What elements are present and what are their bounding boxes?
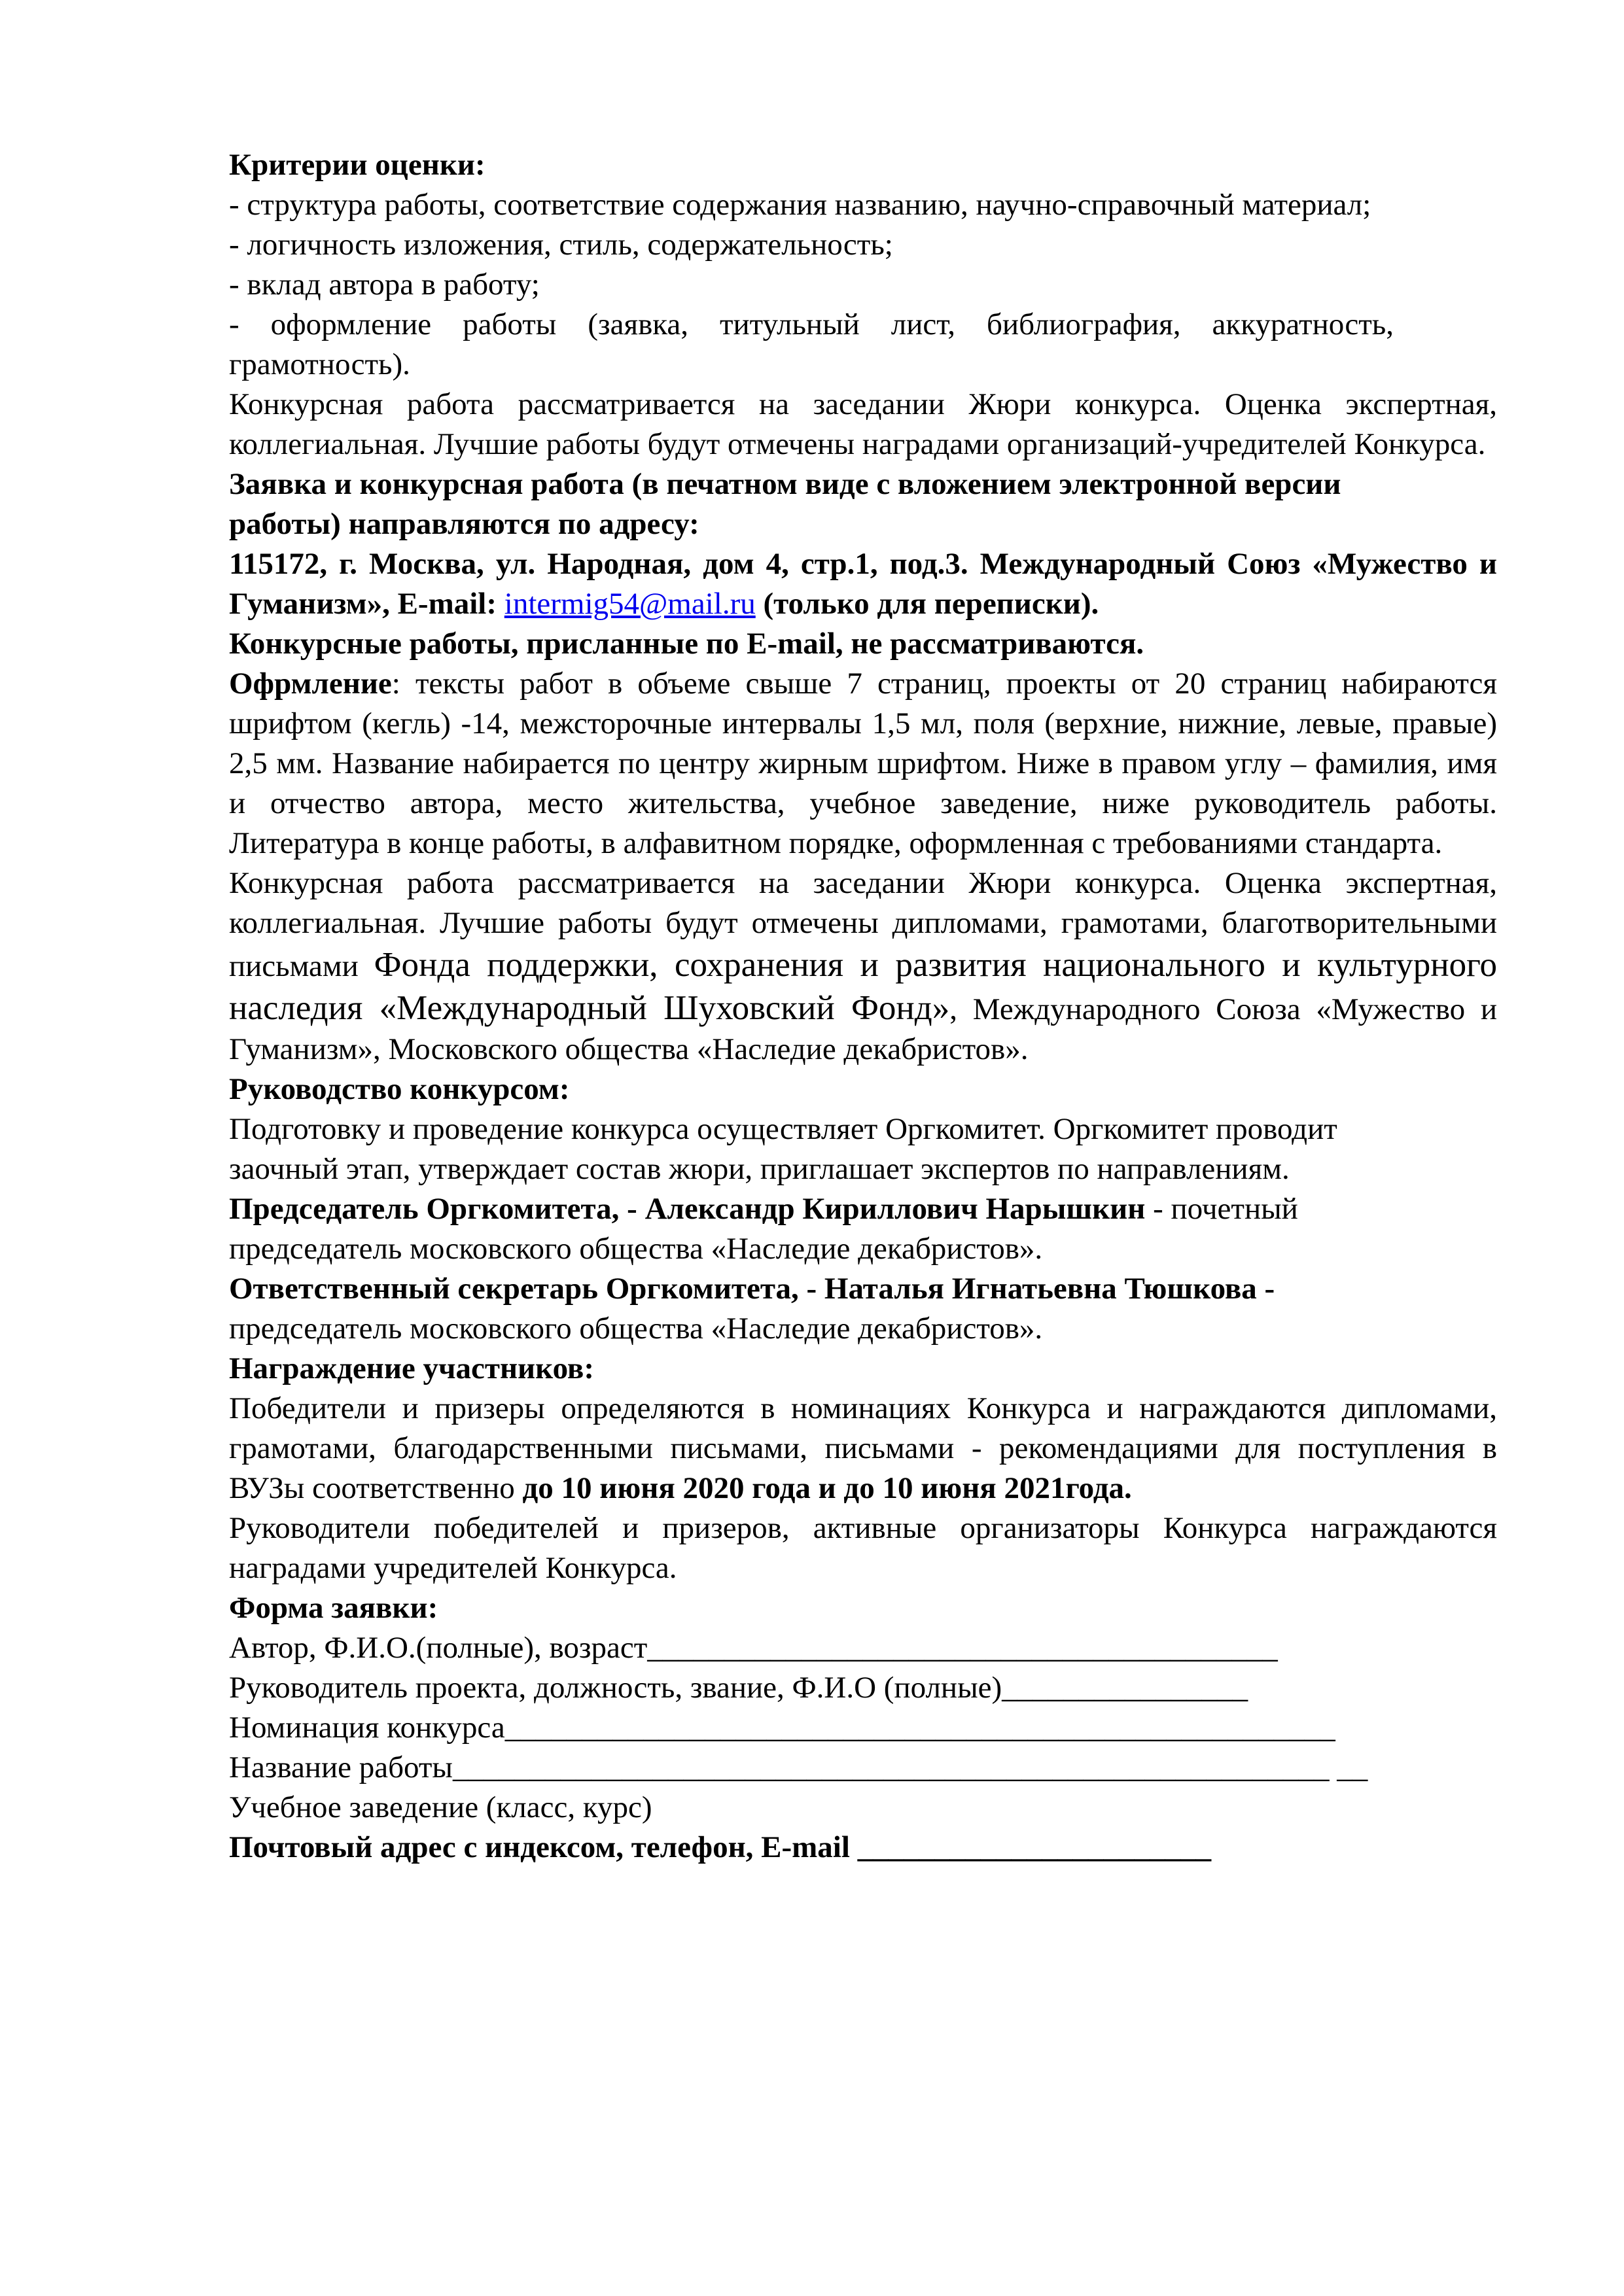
- criteria-heading: Критерии оценки:: [229, 148, 485, 182]
- form-line-school: Учебное заведение (класс, курс): [229, 1790, 652, 1824]
- awards-paragraph: [229, 1389, 1497, 1508]
- secretary-paragraph: [229, 1269, 1413, 1349]
- awards-deadline: до 10 июня 2020 года и до 10 июня 2021года.: [522, 1471, 1132, 1505]
- awards-text: Победители и призеры определяются в номинациях Конкурса и награждаются дипломами, грамотами, благодарственными письмами, письмами - рекомендациями для поступления в ВУЗы соответственно: [229, 1391, 1497, 1505]
- fund-name: Фонда поддержки, сохранения и развития национального и культурного наследия «Международный Шуховский Фонд»: [229, 946, 1497, 1027]
- form-line-contacts: Почтовый адрес с индексом, телефон, E-mail _______________________: [229, 1830, 1212, 1864]
- review2-end: , Международного Союза «Мужество и Гуманизм», Московского общества «Наследие декабристов».: [229, 992, 1497, 1066]
- review2-paragraph: [229, 863, 1497, 1070]
- criteria-item: - логичность изложения, стиль, содержательность;: [229, 228, 893, 262]
- criteria-item: - оформление работы (заявка, титульный лист, библиография, аккуратность, грамотность).: [229, 307, 1394, 381]
- review-paragraph: Конкурсная работа рассматривается на заседании Жюри конкурса. Оценка экспертная, коллегиальная. Лучшие работы будут отмечены наградами организаций-учредителей Конкурса.: [229, 387, 1497, 461]
- management-paragraph: Подготовку и проведение конкурса осуществляет Оргкомитет. Оргкомитет проводит заочный этап, утверждает состав жюри, приглашает экспертов по направлениям.: [229, 1112, 1337, 1186]
- form-heading: Форма заявки:: [229, 1591, 438, 1625]
- format-paragraph: [229, 664, 1497, 863]
- email-note: (только для переписки).: [755, 587, 1099, 621]
- submission-paragraph: Заявка и конкурсная работа (в печатном виде с вложением электронной версии работы) направляются по адресу:: [229, 467, 1341, 541]
- criteria-item: - структура работы, соответствие содержания названию, научно-справочный материал;: [229, 188, 1371, 222]
- address-text: 115172, г. Москва, ул. Народная, дом 4, стр.1, под.3. Международный Союз «Мужество и Гуманизм», E-mail:: [229, 547, 1497, 621]
- leaders-paragraph: Руководители победителей и призеров, активные организаторы Конкурса награждаются наградами учредителей Конкурса.: [229, 1511, 1497, 1585]
- chair-text: - почетный председатель московского общества «Наследие декабристов».: [229, 1192, 1298, 1266]
- form-line-title: Название работы_________________________________________________________ __: [229, 1750, 1368, 1784]
- document-page: [229, 145, 1497, 1868]
- secretary-text: председатель московского общества «Наследие декабристов».: [229, 1312, 1043, 1346]
- submission-warning: Конкурсные работы, присланные по E-mail, не рассматриваются.: [229, 627, 1144, 661]
- form-line-nomination: Номинация конкурса______________________________________________________: [229, 1711, 1335, 1745]
- chair-name: Председатель Оргкомитета, - Александр Кириллович Нарышкин: [229, 1192, 1146, 1226]
- format-label: Офрмление: [229, 667, 392, 701]
- management-heading: Руководство конкурсом:: [229, 1072, 570, 1106]
- submission-address: [229, 544, 1497, 624]
- awards-heading: Награждение участников:: [229, 1351, 594, 1385]
- chair-paragraph: [229, 1189, 1413, 1269]
- criteria-item: - вклад автора в работу;: [229, 268, 540, 302]
- review2-start: Конкурсная работа рассматривается на заседании Жюри конкурса. Оценка экспертная, коллегиальная. Лучшие работы будут отмечены дипломами, грамотами, благотворительными письмами: [229, 866, 1497, 983]
- email-link[interactable]: intermig54@mail.ru: [504, 587, 756, 621]
- form-line-author: Автор, Ф.И.О.(полные), возраст_________________________________________: [229, 1631, 1278, 1665]
- format-text: : тексты работ в объеме свыше 7 страниц, проекты от 20 страниц набираются шрифтом (кегль) -14, межсторочные интервалы 1,5 мл, поля (верхние, нижние, левые, правые) 2,5 мм. Название набирается по центру жирным шрифтом. Ниже в правом углу – фамилия, имя и отчество автора, место жительства, учебное заведение, ниже руководитель работы. Литература в конце работы, в алфавитном порядке, оформленная с требованиями стандарта.: [229, 667, 1497, 860]
- form-line-supervisor: Руководитель проекта, должность, звание, Ф.И.О (полные)________________: [229, 1671, 1248, 1705]
- secretary-name: Ответственный секретарь Оргкомитета, - Наталья Игнатьевна Тюшкова -: [229, 1272, 1275, 1306]
